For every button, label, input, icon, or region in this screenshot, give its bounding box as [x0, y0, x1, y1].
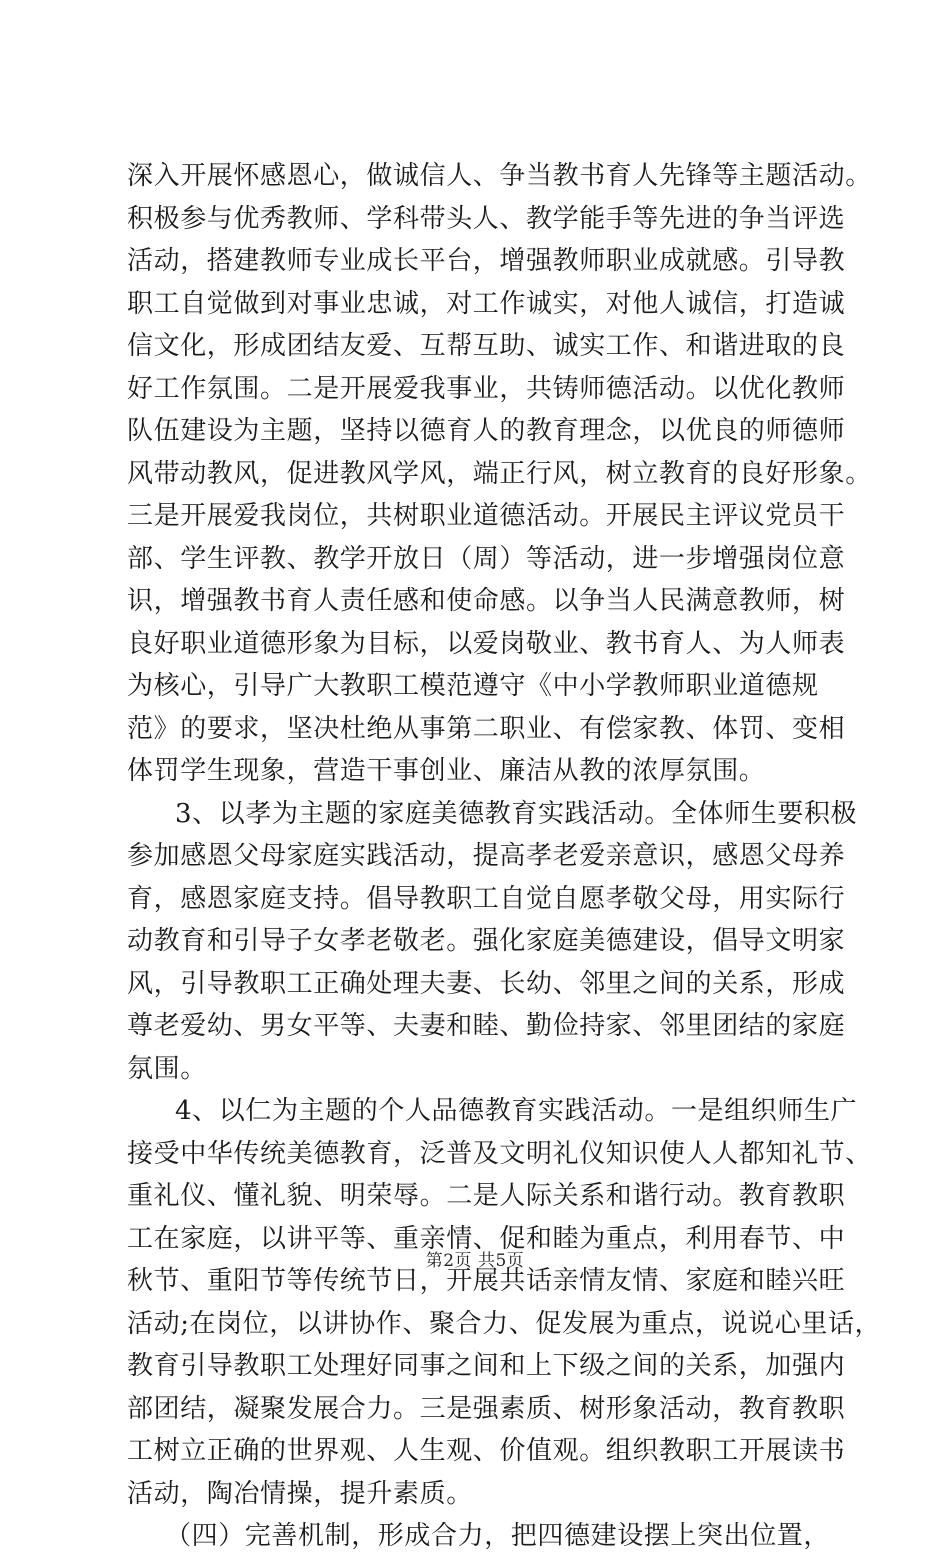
text-line: 活动，搭建教师专业成长平台，增强教师职业成就感。引导教 [127, 246, 846, 276]
page-number-footer: 第2页 共5页 [425, 1251, 525, 1271]
text-line: 活动;在岗位，以讲协作、聚合力、促发展为重点，说说心里话， [127, 1308, 882, 1339]
text-line: 识，增强教书育人责任感和使命感。以争当人民满意教师，树 [127, 586, 846, 616]
section-heading-line: （四）完善机制，形成合力，把四德建设摆上突出位置， [165, 1521, 831, 1551]
text-line: 活动，陶冶情操，提升素质。 [127, 1478, 473, 1509]
text-line: 部、学生评教、教学开放日（周）等活动，进一步增强岗位意 [127, 543, 846, 574]
text-line: 信文化，形成团结友爱、互帮互助、诚实工作、和谐进取的良 [127, 331, 846, 361]
text-line: 深入开展怀感恩心，做诚信人、争当教书育人先锋等主题活动。 [127, 161, 872, 191]
text-line: 参加感恩父母家庭实践活动，提高孝老爱亲意识，感恩父母养 [127, 841, 846, 871]
text-line: 尊老爱幼、男女平等、夫妻和睦、勤俭持家、邻里团结的家庭 [127, 1011, 846, 1041]
text-line: 工在家庭，以讲平等、重亲情、促和睦为重点，利用春节、中 [127, 1223, 846, 1254]
text-line: 范》的要求，坚决杜绝从事第二职业、有偿家教、体罚、变相 [127, 713, 846, 744]
body-text [127, 155, 882, 1558]
text-line: 风，引导教职工正确处理夫妻、长幼、邻里之间的关系，形成 [127, 968, 846, 999]
text-line: 接受中华传统美德教育，泛普及文明礼仪知识使人人都知礼节、 [127, 1138, 872, 1169]
text-line: 好工作氛围。二是开展爱我事业，共铸师德活动。以优化教师 [127, 373, 846, 404]
text-line: 队伍建设为主题，坚持以德育人的教育理念，以优良的师德师 [127, 416, 846, 446]
text-line: 良好职业道德形象为目标，以爱岗敬业、教书育人、为人师表 [127, 628, 846, 659]
text-line: 职工自觉做到对事业忠诚，对工作诚实，对他人诚信，打造诚 [127, 288, 846, 319]
text-line: 体罚学生现象，营造干事创业、廉洁从教的浓厚氛围。 [127, 756, 766, 786]
text-line: 积极参与优秀教师、学科带头人、教学能手等先进的争当评选 [127, 203, 846, 234]
paragraph-start-line: 3、以孝为主题的家庭美德教育实践活动。全体师生要积极 [175, 798, 858, 829]
text-line: 风带动教风，促进教风学风，端正行风，树立教育的良好形象。 [127, 458, 872, 489]
text-line: 工树立正确的世界观、人生观、价值观。组织教职工开展读书 [127, 1436, 846, 1466]
text-line: 重礼仪、懂礼貌、明荣辱。二是人际关系和谐行动。教育教职 [127, 1181, 846, 1211]
text-line: 为核心，引导广大教职工模范遵守《中小学教师职业道德规 [127, 671, 819, 701]
paragraph-start-line: 4、以仁为主题的个人品德教育实践活动。一是组织师生广 [175, 1096, 858, 1126]
text-line: 部团结，凝聚发展合力。三是强素质、树形象活动，教育教职 [127, 1393, 846, 1424]
text-line: 三是开展爱我岗位，共树职业道德活动。开展民主评议党员干 [127, 501, 846, 531]
text-line: 教育引导教职工处理好同事之间和上下级之间的关系，加强内 [127, 1351, 846, 1381]
text-line: 氛围。 [127, 1053, 207, 1084]
text-line: 秋节、重阳节等传统节日，开展共话亲情友情、家庭和睦兴旺 [127, 1266, 846, 1296]
text-line: 育，感恩家庭支持。倡导教职工自觉自愿孝敬父母，用实际行 [127, 883, 846, 914]
text-line: 动教育和引导子女孝老敬老。强化家庭美德建设，倡导文明家 [127, 926, 846, 956]
